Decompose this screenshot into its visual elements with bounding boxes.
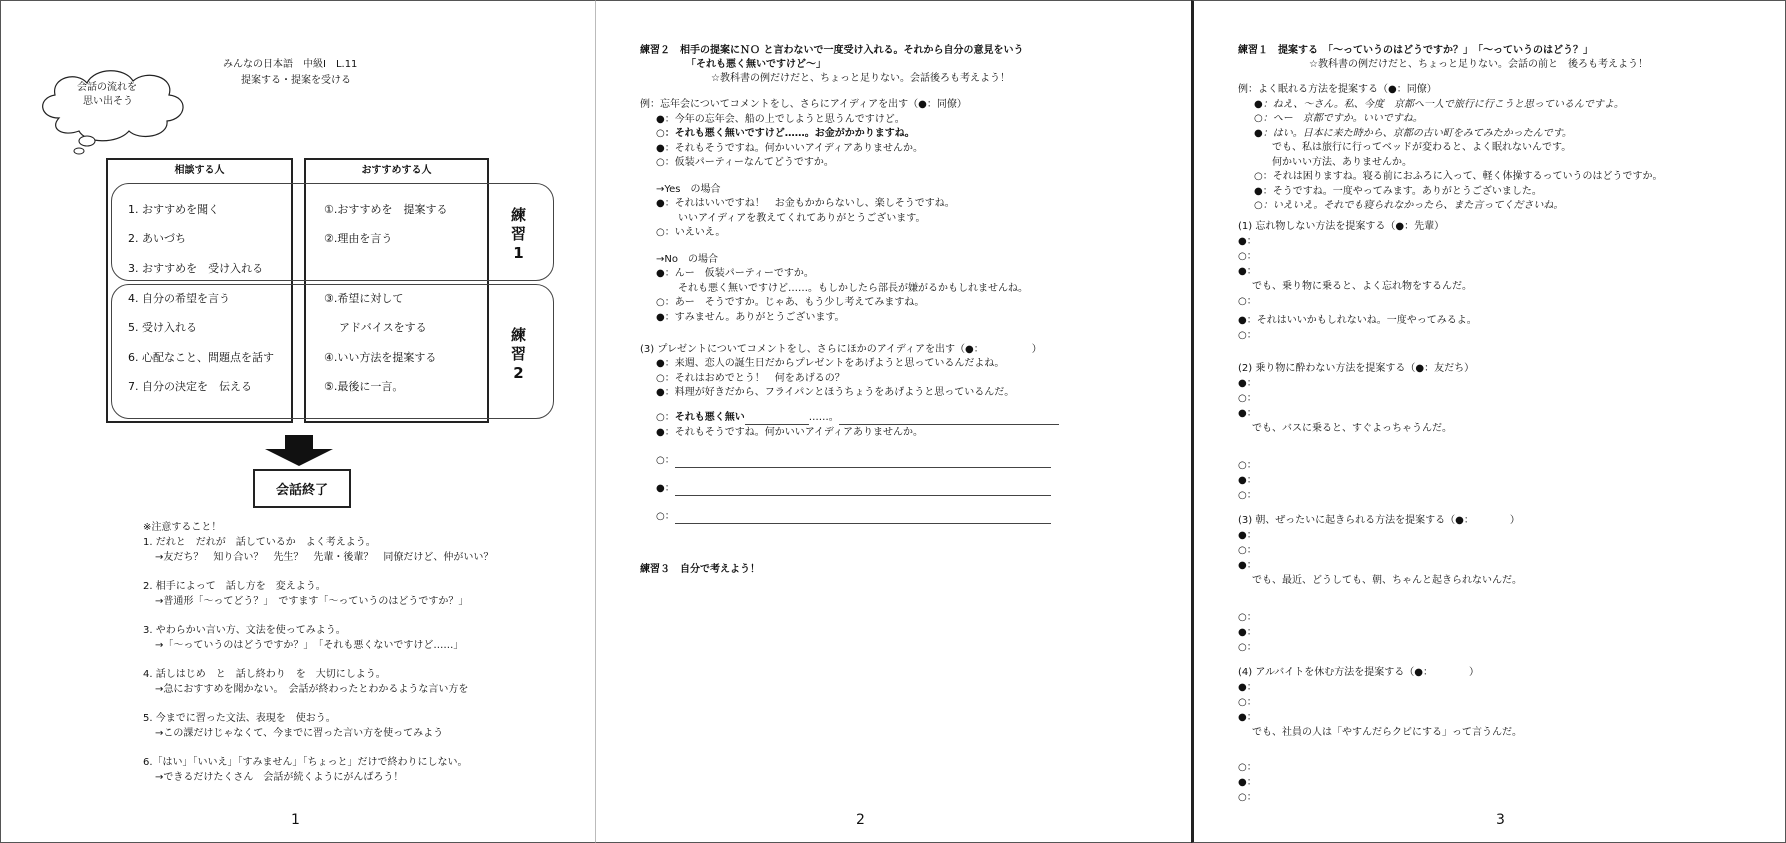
q3-line-5[interactable]: ●： — [1238, 627, 1257, 638]
practice-1-label: 練 習 1 — [511, 206, 527, 262]
q1-line-4[interactable]: ○： — [1238, 296, 1257, 307]
q3-reply-line: ○：それも悪く無い ……。 — [656, 411, 1059, 425]
q3-line-6[interactable]: ○： — [1238, 642, 1257, 653]
q3-blank-1[interactable]: ○： — [656, 454, 1051, 468]
q4-line-5[interactable]: ●： — [1238, 777, 1257, 788]
left-item-1: 1. おすすめを聞く — [128, 203, 220, 216]
q3-line-4[interactable]: ○： — [1238, 612, 1257, 623]
col-right-header: おすすめする人 — [361, 165, 432, 176]
right-item-3b: アドバイスをする — [339, 321, 427, 334]
q2-line-4[interactable]: ○： — [1238, 460, 1257, 471]
practice-2-phrase: 「それも悪く無いですけど〜」 — [686, 59, 826, 70]
q4-block: (4) アルバイトを休む方法を提案する（●： ） ●： ○： ●： でも、社員の人は「やすんだらクビにする」って言うんだ。 ○： ●： ○： — [1238, 667, 1522, 803]
cloud-text-1: 会話の流れを — [77, 82, 137, 93]
practice-2-title: 練習２ 相手の提案にＮＯ と言わないで一度受け入れる。それから自分の意見をいう — [640, 45, 1024, 56]
header-course: みんなの日本語 中級Ⅰ L.11 — [223, 59, 358, 70]
left-item-5: 5. 受け入れる — [128, 321, 197, 334]
cloud-text-2: 思い出そう — [83, 96, 133, 107]
q1-line-3[interactable]: ●： — [1238, 266, 1257, 277]
q3-blank-2[interactable]: ●： — [656, 482, 1051, 496]
page-number: 2 — [856, 812, 865, 828]
q2-line-6[interactable]: ○： — [1238, 490, 1257, 501]
q2-line-1[interactable]: ●： — [1238, 378, 1257, 389]
practice-1-title: 練習１ 提案する 「〜っていうのはどうですか？」 「〜っていうのはどう？」 — [1238, 45, 1593, 56]
q3-next-line: ●：それもそうですね。何かいいアイディアありませんか。 — [656, 427, 924, 438]
q4-line-2[interactable]: ○： — [1238, 697, 1257, 708]
q2-line-3[interactable]: ●： — [1238, 408, 1257, 419]
left-item-2: 2. あいづち — [128, 232, 186, 245]
page-3 — [1191, 0, 1786, 843]
q3-title: (3) プレゼントについてコメントをし、さらにほかのアイディアを出す（●： ） — [640, 344, 1042, 355]
q4-line-1[interactable]: ●： — [1238, 682, 1257, 693]
notes-list: 1. だれと だれが 話しているか よく考えよう。 →友だち？ 知り合い？ 先生？ 先輩・後輩？ 同僚だけど、仲がいい？ 2. 相手によって 話し方を 変えよう。 →普通形「〜ってどう？」 ですます「〜っていうのはどうですか？」 3. やわらかい言い方、文法を使ってみよう。 →「〜っていうのはどうですか？」 「それも悪くないですけど……」 4. 話しはじめ と 話し終わり を 大切にしよう。 →急におすすめを聞かない。 会話が終わったとわかるような言い方を 5. 今までに習った文法、表現を 使おう。 →この課だけじゃなくて、今までに習った言い方を使ってみよう 6.「はい」「いいえ」「すみません」「ちょっと」だけで終わりにしない。 →できるだけたくさん 会話が続くようにがんばろう！ — [143, 537, 494, 783]
page-2 — [595, 0, 1191, 843]
q2-line-2[interactable]: ○： — [1238, 393, 1257, 404]
q1-line-6[interactable]: ○： — [1238, 330, 1257, 341]
notes-title: ※注意すること！ — [143, 522, 222, 533]
practice-1-tip: ☆教科書の例だけだと、ちょっと足りない。会話の前と 後ろも考えよう！ — [1309, 59, 1648, 70]
q3-block: (3) 朝、ぜったいに起きられる方法を提案する（●： ） ●： ○： ●： でも、最近、どうしても、朝、ちゃんと起きられないんだ。 ○： ●： ○： — [1238, 515, 1522, 653]
q3-blank-3[interactable]: ○： — [656, 510, 1051, 524]
right-item-3: ③.希望に対して — [324, 292, 404, 305]
page-number: 1 — [291, 812, 300, 828]
example-block: 例：忘年会についてコメントをし、さらにアイディアを出す（●：同僚） ●：今年の忘年会、船の上でしようと思うんですけど。 ○：それも悪く無いですけど……。お金がかかりますね。 ●：それもそうですね。何かいいアイディアありませんか。 ○：仮装パーティーなんてどうですか。 →Yes の場合 ●：それはいいですね！ お金もかからないし、楽しそうですね。 いいアイディアを教えてくれてありがとうございます。 ○：いえいえ。 →No の場合 ●：んー 仮装パーティーですか。 それも悪く無いですけど……。もしかしたら部長が嫌がるかもしれませんね。 ○：あー そうですか。じゃあ、もう少し考えてみますね。 ●：すみません。ありがとうございます。 — [640, 99, 1028, 323]
q3-line-2[interactable]: ○： — [1238, 545, 1257, 556]
thought-cloud-icon — [29, 63, 199, 155]
page-1 — [0, 0, 595, 843]
q1-line-2[interactable]: ○： — [1238, 251, 1257, 262]
q3-dialogue: ●：来週、恋人の誕生日だからプレゼントをあげようと思っているんだよね。 ○：それはおめでとう！ 何をあげるの？ ●：料理が好きだから、フライパンとほうちょうをあげようと思っているんだ。 — [656, 358, 1015, 398]
q2-line-5[interactable]: ●： — [1238, 475, 1257, 486]
left-item-6: 6. 心配なこと、問題点を話す — [128, 351, 274, 364]
q4-line-3[interactable]: ●： — [1238, 712, 1257, 723]
page-number: 3 — [1496, 812, 1505, 828]
right-item-1: ①.おすすめを 提案する — [324, 203, 448, 216]
q1-line-1[interactable]: ●： — [1238, 236, 1257, 247]
conversation-end-label: 会話終了 — [275, 483, 328, 498]
q1-block: (1) 忘れ物しない方法を提案する（●：先輩） ●： ○： ●： でも、乗り物に乗ると、よく忘れ物をするんだ。 ○： ●：それはいいかもしれないね。一度やってみるよ。 ○： — [1238, 221, 1477, 341]
header-topic: 提案する・提案を受ける — [241, 75, 351, 86]
practice-2-label: 練 習 2 — [511, 326, 527, 382]
practice-2-tip: ☆教科書の例だけだと、ちょっと足りない。会話後ろも考えよう！ — [711, 73, 1010, 84]
down-arrow-icon — [263, 435, 335, 467]
q3-line-1[interactable]: ●： — [1238, 530, 1257, 541]
col-left-header: 相談する人 — [174, 165, 225, 176]
right-item-4: ④.いい方法を提案する — [324, 351, 437, 364]
right-item-5: ⑤.最後に一言。 — [324, 380, 404, 393]
q4-line-6[interactable]: ○： — [1238, 792, 1257, 803]
practice-3-title: 練習３ 自分で考えよう！ — [640, 564, 760, 575]
q2-block: (2) 乗り物に酔わない方法を提案する（●：友だち） ●： ○： ●： でも、バスに乗ると、すぐよっちゃうんだ。 ○： ●： ○： — [1238, 363, 1475, 501]
q4-line-4[interactable]: ○： — [1238, 762, 1257, 773]
right-item-2: ②.理由を言う — [324, 232, 393, 245]
left-item-7: 7. 自分の決定を 伝える — [128, 380, 252, 393]
p3-example: 例：よく眠れる方法を提案する（●：同僚） ●：ねえ、〜さん。私、今度 京都へ一人で旅行に行こうと思っているんですよ。 ○：へー 京都ですか。いいですね。 ●：はい。日本に来た時から、京都の古い町をみてみたかったんです。 でも、私は旅行に行ってベッドが変わると、よく眠れないんです。 何かいい方法、ありませんか。 ○：それは困りますね。寝る前におふろに入って、軽く体操するっていうのはどうですか。 ●：そうですね。一度やってみます。ありがとうございました。 ○：いえいえ。それでも寝られなかったら、また言ってくださいね。 — [1238, 84, 1663, 211]
q3-line-3[interactable]: ●： — [1238, 560, 1257, 571]
left-item-3: 3. おすすめを 受け入れる — [128, 262, 264, 275]
left-item-4: 4. 自分の希望を言う — [128, 292, 230, 305]
